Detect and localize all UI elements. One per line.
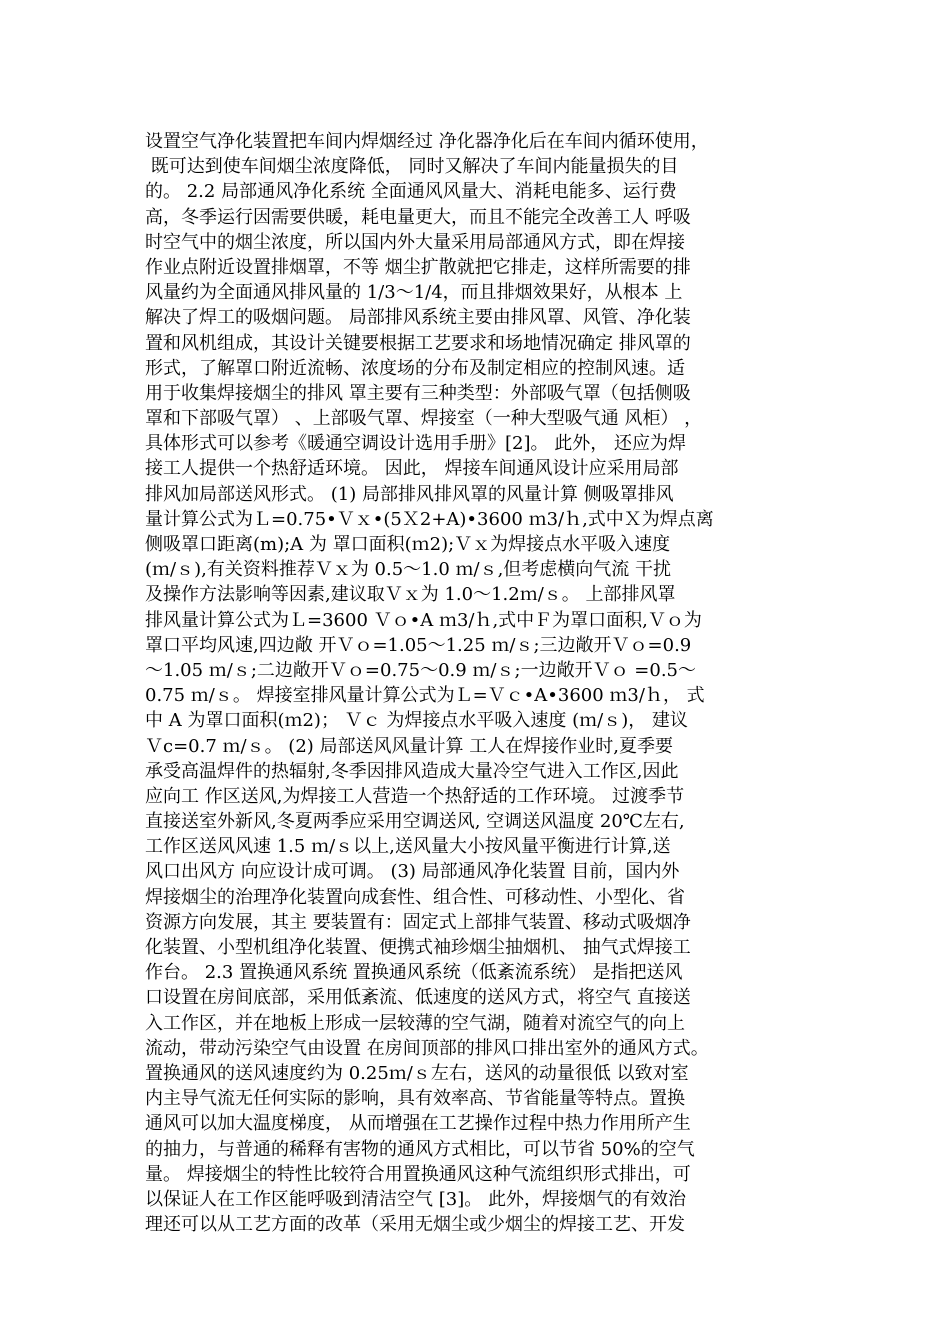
text-line: 理还可以从工艺方面的改革（采用无烟尘或少烟尘的焊接工艺、开发 xyxy=(145,1214,685,1236)
text-line: 应向工 作区送风,为焊接工人营造一个热舒适的工作环境。 过渡季节 xyxy=(145,785,685,807)
text-line: 侧吸罩口距离(m);A 为 罩口面积(ｍ2);Ｖｘ为焊接点水平吸入速度 xyxy=(145,534,671,555)
text-line: 化装置、小型机组净化装置、便携式袖珍烟尘抽烟机、 抽气式焊接工 xyxy=(145,937,691,958)
text-line: 置和风机组成，其设计关键要根据工艺要求和场地情况确定 排风罩的 xyxy=(145,332,691,354)
text-line: 作业点附近设置排烟罩，不等 烟尘扩散就把它排走，这样所需要的排 xyxy=(145,256,691,278)
text-line: 具体形式可以参考《暖通空调设计选用手册》[2]。 此外， 还应为焊 xyxy=(145,433,686,455)
text-line: 工作区送风风速 1.5 ｍ/ｓ以上,送风量大小按风量平衡进行计算,送 xyxy=(145,836,671,858)
text-line: 量。 焊接烟尘的特性比较符合用置换通风这种气流组织形式排出，可 xyxy=(145,1163,691,1185)
text-line: 内主导气流无任何实际的影响，具有效率高、节省能量等特点。置换 xyxy=(145,1088,685,1110)
text-line: 量计算公式为Ｌ=0.75•Ｖｘ•(5Ｘ2+A)•3600 ｍ3/ｈ,式中Ｘ为焊点离 xyxy=(145,508,714,530)
text-line: 的。 2.2 局部通风净化系统 全面通风风量大、消耗电能多、运行费 xyxy=(145,181,677,203)
text-line: 风口出风方 向应设计成可调。 (3) 局部通风净化装置 目前，国内外 xyxy=(145,861,680,883)
text-line: 既可达到使车间烟尘浓度降低， 同时又解决了车间内能量损失的目 xyxy=(145,156,679,178)
text-line: 罩口平均风速,四边敞 开Ｖｏ=1.05～1.25 ｍ/ｓ;三边敞开Ｖｏ=0.9 xyxy=(145,634,692,656)
text-line: 高，冬季运行因需要供暖，耗电量更大，而且不能完全改善工人 呼吸 xyxy=(145,206,691,228)
text-line: 资源方向发展，其主 要装置有：固定式上部排气装置、移动式吸烟净 xyxy=(145,911,691,933)
text-line: 承受高温焊件的热辐射,冬季因排风造成大量冷空气进入工作区,因此 xyxy=(145,760,679,782)
text-line: (ｍ/ｓ),有关资料推荐Ｖｘ为 0.5～1.0 ｍ/ｓ,但考虑横向气流 干扰 xyxy=(145,559,672,581)
text-line: 作台。 2.3 置换通风系统 置换通风系统（低紊流系统） 是指把送风 xyxy=(145,962,683,984)
text-line: 流动，带动污染空气由设置 在房间顶部的排风口排出室外的通风方式。 xyxy=(145,1037,709,1059)
text-line: 入工作区，并在地板上形成一层较薄的空气湖，随着对流空气的向上 xyxy=(145,1012,685,1034)
text-line: Ｖc=0.7 ｍ/ｓ。 (2) 局部送风风量计算 工人在焊接作业时,夏季要 xyxy=(145,735,673,757)
text-line: 形式，了解罩口附近流畅、浓度场的分布及制定相应的控制风速。适 xyxy=(145,357,685,379)
text-line: 置换通风的送风速度约为 0.25ｍ/ｓ左右，送风的动量很低 以致对室 xyxy=(145,1062,689,1084)
text-line: 的抽力，与普通的稀释有害物的通风方式相比，可以节省 50%的空气 xyxy=(145,1138,695,1160)
text-line: 0.75 ｍ/ｓ。 焊接室排风量计算公式为Ｌ=Ｖｃ•A•3600 ｍ3/ｈ， 式 xyxy=(145,685,705,707)
text-line: 接工人提供一个热舒适环境。 因此， 焊接车间通风设计应采用局部 xyxy=(145,458,679,480)
text-line: 用于收集焊接烟尘的排风 罩主要有三种类型：外部吸气罩（包括侧吸 xyxy=(145,382,691,404)
text-line: 时空气中的烟尘浓度，所以国内外大量采用局部通风方式，即在焊接 xyxy=(145,231,685,253)
text-line: ～1.05 ｍ/ｓ;二边敞开Ｖｏ=0.75～0.9 ｍ/ｓ;一边敞开Ｖｏ =0.5～ xyxy=(145,659,696,681)
text-line: 通风可以加大温度梯度， 从而增强在工艺操作过程中热力作用所产生 xyxy=(145,1113,691,1135)
text-line: 中 A 为罩口面积(ｍ2)； Ｖｃ 为焊接点水平吸入速度 (ｍ/ｓ)， 建议 xyxy=(145,710,688,732)
text-line: 解决了焊工的吸烟问题。 局部排风系统主要由排风罩、风管、净化装 xyxy=(145,307,691,329)
text-line: 罩和下部吸气罩） 、上部吸气罩、焊接室（一种大型吸气通 风柜） ， xyxy=(145,408,703,430)
text-line: 口设置在房间底部，采用低紊流、低速度的送风方式，将空气 直接送 xyxy=(145,987,691,1009)
body-text xyxy=(145,129,815,1237)
text-line: 设置空气净化装置把车间内焊烟经过 净化器净化后在车间内循环使用， xyxy=(145,131,709,152)
text-line: 直接送室外新风,冬夏两季应采用空调送风, 空调送风温度 20℃左右, xyxy=(145,811,685,833)
text-line: 以保证人在工作区能呼吸到清洁空气 [3]。 此外，焊接烟气的有效治 xyxy=(145,1188,686,1210)
text-line: 焊接烟尘的治理净化装置向成套性、组合性、可移动性、小型化、省 xyxy=(145,886,685,908)
text-line: 排风量计算公式为Ｌ=3600 Ｖｏ•A ｍ3/ｈ,式中Ｆ为罩口面积,Ｖｏ为 xyxy=(145,609,702,631)
text-line: 风量约为全面通风排风量的 1/3～1/4，而且排烟效果好，从根本 上 xyxy=(145,282,683,304)
text-line: 及操作方法影响等因素,建议取Ｖｘ为 1.0～1.2ｍ/ｓ。 上部排风罩 xyxy=(145,584,676,606)
text-line: 排风加局部送风形式。 (1) 局部排风排风罩的风量计算 侧吸罩排风 xyxy=(145,483,674,505)
